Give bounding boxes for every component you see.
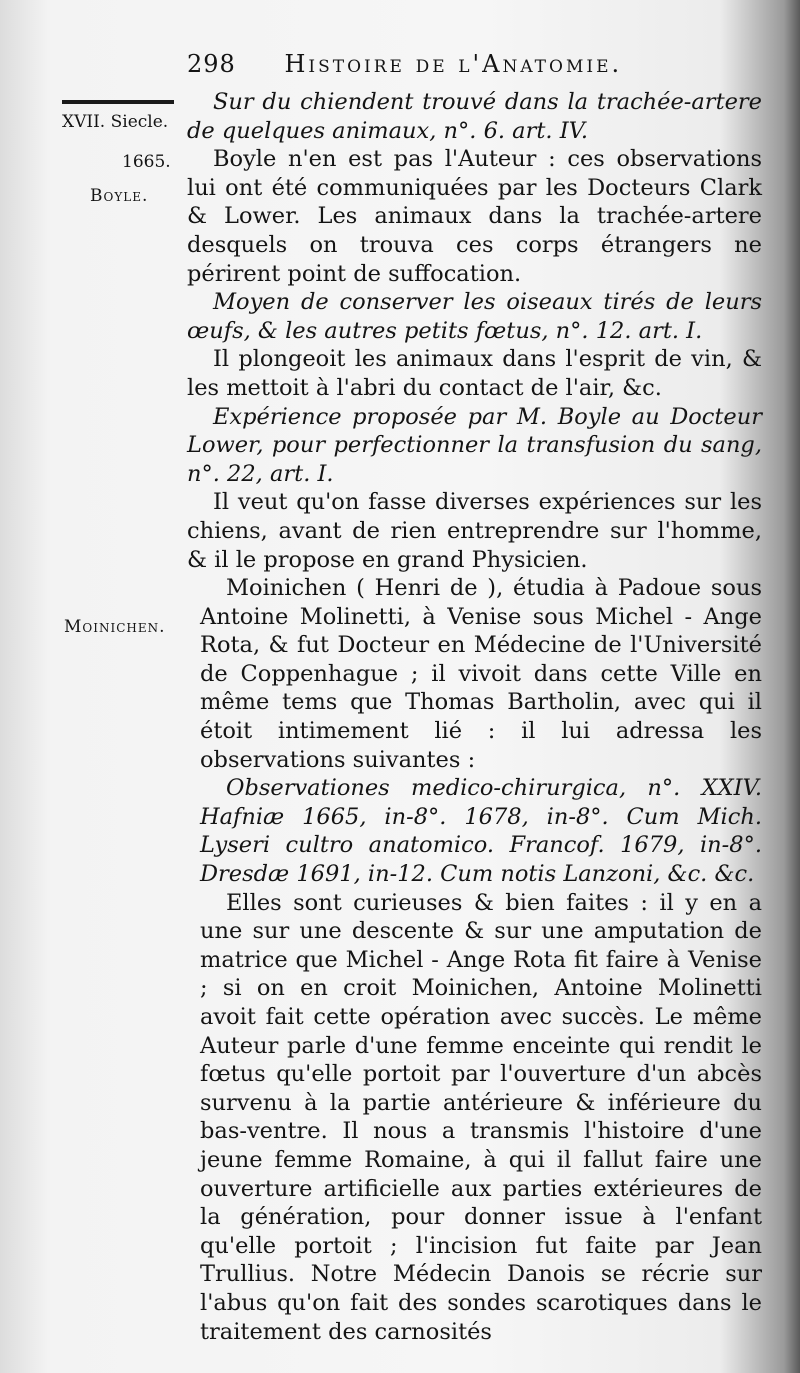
margin-year: 1665.: [122, 152, 171, 172]
paragraph-title-chiendent: Sur du chiendent trouvé dans la trachée-artere de quelques animaux, n°. 6. art. IV.: [187, 89, 762, 144]
running-title: Histoire de l'Anatomie.: [284, 50, 623, 78]
paragraph-esprit-de-vin: Il plongeoit les animaux dans l'esprit de vin, & les mettoit à l'abri du contact de l'air, &c.: [187, 346, 762, 401]
paragraph-title-oiseaux: Moyen de conserver les oiseaux tirés de leurs œufs, & les autres petits fœtus, n°. 12. art. I.: [187, 289, 762, 344]
paragraph-boyle-clark: Boyle n'en est pas l'Auteur : ces observations lui ont été communiquées par les Docteurs Clark & Lower. Les animaux dans la trachée-artere desquels on trouva ces corps étrangers ne périrent point de suffocation.: [187, 146, 762, 287]
paragraph-title-observationes: Observationes medico-chirurgica, n°. XXIV. Hafniæ 1665, in-8°. 1678, in-8°. Cum Mich. Lyseri cultro anatomico. Francof. 1679, in-8°. Dresdæ 1691, in-12. Cum notis Lanzoni, &c. &c.: [200, 775, 762, 888]
body-text: [187, 88, 762, 1346]
paragraph-moinichen-bio: Moinichen ( Henri de ), étudia à Padoue sous Antoine Molinetti, à Venise sous Michel - Ange Rota, & fut Docteur en Médecine de l'Université de Coppenhague ; il vivoit dans cette Ville en même tems que Thomas Bartholin, avec qui il étoit intimement lié : il lui adressa les observations suivantes :: [200, 575, 762, 773]
paragraph-observations-detail: Elles sont curieuses & bien faites : il y en a une sur une descente & sur une amputation de matrice que Michel - Ange Rota fit faire à Venise ; si on en croit Moinichen, Antoine Molinetti avoit fait cette opération avec succès. Le même Auteur parle d'une femme enceinte qui rendit le fœtus qu'elle portoit par l'ouverture d'un abcès survenu à la partie antérieure & inférieure du bas-ventre. Il nous a transmis l'histoire d'une jeune femme Romaine, à qui il fallut faire une ouverture artificielle aux parties extérieures de la génération, pour donner issue à l'enfant qu'elle portoit ; l'incision fut faite par Jean Trullius. Notre Médecin Danois se récrie sur l'abus qu'on fait des sondes scarotiques dans le traitement des carnosités: [200, 889, 762, 1345]
margin-author-boyle: Boyle.: [90, 186, 149, 206]
margin-author-moinichen: Moinichen.: [64, 617, 166, 637]
paragraph-experiences-chiens: Il veut qu'on fasse diverses expériences sur les chiens, avant de rien entreprendre sur l'homme, & il le propose en grand Physicien.: [187, 489, 762, 573]
page-number: 298: [187, 50, 236, 78]
margin-century: XVII. Siecle.: [62, 112, 169, 132]
margin-rule: [62, 100, 174, 104]
paragraph-title-transfusion: Expérience proposée par M. Boyle au Docteur Lower, pour perfectionner la transfusion du sang, n°. 22, art. I.: [187, 403, 762, 487]
running-header: [187, 50, 727, 78]
